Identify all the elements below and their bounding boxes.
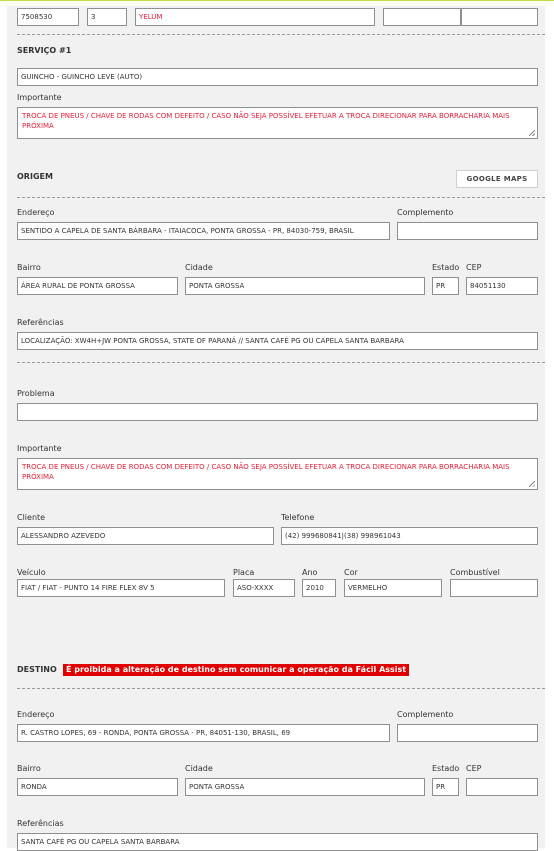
dest-address-field[interactable]: R. CASTRO LOPES, 69 - RONDA, PONTA GROSSA - PR, 84051-130, BRASIL, 69 xyxy=(17,724,390,742)
origin-address-label: Endereço xyxy=(17,208,55,217)
placa-label: Placa xyxy=(233,568,255,577)
origin-estado-label: Estado xyxy=(432,263,460,272)
service-section-title: SERVIÇO #1 xyxy=(17,46,72,55)
origin-estado-field[interactable]: PR xyxy=(432,277,459,295)
placa-field[interactable]: ASO-XXXX xyxy=(233,579,295,597)
telefone-label: Telefone xyxy=(281,513,315,522)
cliente-label: Cliente xyxy=(17,513,46,522)
dest-estado-label: Estado xyxy=(432,764,460,773)
importante-textarea-2[interactable] xyxy=(17,458,538,490)
cliente-field[interactable]: ALESSANDRO AZEVEDO xyxy=(17,527,274,545)
dest-bairro-field[interactable]: RONDA xyxy=(17,778,178,796)
origin-address-field[interactable]: SENTIDO A CAPELA DE SANTA BÁRBARA - ITAIACOCA, PONTA GROSSA - PR, 84030-759, BRASIL xyxy=(17,222,390,240)
importante-text-2: TROCA DE PNEUS / CHAVE DE RODAS COM DEFEITO / CASO NÃO SEJA POSSÍVEL EFETUAR A TROCA DIRECIONAR PARA BORRACHARIA MAIS PRÓXIMA xyxy=(22,463,510,481)
cor-label: Cor xyxy=(344,568,358,577)
dest-address-label: Endereço xyxy=(17,710,55,719)
veiculo-field[interactable]: FIAT / FIAT - PUNTO 14 FIRE FLEX 8V 5 xyxy=(17,579,225,597)
ano-label: Ano xyxy=(302,568,318,577)
origin-bairro-label: Bairro xyxy=(17,263,41,272)
resize-grip-icon[interactable] xyxy=(529,481,535,487)
origin-referencias-label: Referências xyxy=(17,318,64,327)
importante-textarea[interactable] xyxy=(17,107,538,139)
divider xyxy=(17,362,545,363)
dest-cidade-label: Cidade xyxy=(185,764,213,773)
origin-section-title: ORIGEM xyxy=(17,172,53,181)
google-maps-button[interactable]: GOOGLE MAPS xyxy=(456,170,538,188)
importante-text: TROCA DE PNEUS / CHAVE DE RODAS COM DEFEITO / CASO NÃO SEJA POSSÍVEL EFETUAR A TROCA DIRECIONAR PARA BORRACHARIA MAIS PRÓXIMA xyxy=(22,112,510,130)
dest-referencias-label: Referências xyxy=(17,819,64,828)
divider xyxy=(17,197,545,198)
destination-section-title: DESTINO xyxy=(17,665,57,674)
dest-bairro-label: Bairro xyxy=(17,764,41,773)
cor-field[interactable]: VERMELHO xyxy=(344,579,442,597)
origin-cep-label: CEP xyxy=(466,263,482,272)
destination-warning-badge: É proibida a alteração de destino sem comunicar a operação da Fácil Assist xyxy=(63,664,409,676)
dest-cidade-field[interactable]: PONTA GROSSA xyxy=(185,778,425,796)
divider xyxy=(17,688,545,689)
importante-label-2: Importante xyxy=(17,444,62,453)
veiculo-label: Veículo xyxy=(17,568,46,577)
combustivel-label: Combustível xyxy=(450,568,500,577)
ano-field[interactable]: 2010 xyxy=(302,579,336,597)
dest-complement-label: Complemento xyxy=(397,710,454,719)
origin-cidade-field[interactable]: PONTA GROSSA xyxy=(185,277,425,295)
origin-complement-label: Complemento xyxy=(397,208,454,217)
telefone-field[interactable]: (42) 999680841|(38) 998961043 xyxy=(281,527,538,545)
dest-estado-field[interactable]: PR xyxy=(432,778,459,796)
combustivel-field[interactable] xyxy=(450,579,538,597)
count-field[interactable]: 3 xyxy=(87,8,127,26)
service-type-field[interactable]: GUINCHO - GUINCHO LEVE (AUTO) xyxy=(17,68,538,86)
insurer-field[interactable]: YELUM xyxy=(135,8,375,26)
dest-referencias-field[interactable]: SANTA CAFÉ PG OU CAPELA SANTA BARBARA xyxy=(17,833,538,851)
origin-cep-field[interactable]: 84051130 xyxy=(466,277,538,295)
importante-label: Importante xyxy=(17,93,62,102)
protocol-field[interactable]: 7508530 xyxy=(17,8,79,26)
resize-grip-icon[interactable] xyxy=(529,130,535,136)
divider xyxy=(17,34,545,35)
problema-field[interactable] xyxy=(17,403,538,421)
service-form-panel xyxy=(7,6,545,848)
problema-label: Problema xyxy=(17,389,55,398)
origin-complement-field[interactable] xyxy=(397,222,538,240)
dest-cep-label: CEP xyxy=(466,764,482,773)
origin-referencias-field[interactable]: LOCALIZAÇÃO: XW4H+JW PONTA GROSSA, STATE OF PARANÁ // SANTA CAFÉ PG OU CAPELA SANTA BARBARA xyxy=(17,332,538,350)
origin-bairro-field[interactable]: ÁREA RURAL DE PONTA GROSSA xyxy=(17,277,178,295)
origin-cidade-label: Cidade xyxy=(185,263,213,272)
top-field-5[interactable] xyxy=(461,8,538,26)
dest-complement-field[interactable] xyxy=(397,724,538,742)
dest-cep-field[interactable] xyxy=(466,778,538,796)
vertical-scrollbar[interactable] xyxy=(545,6,554,848)
top-field-4[interactable] xyxy=(383,8,461,26)
